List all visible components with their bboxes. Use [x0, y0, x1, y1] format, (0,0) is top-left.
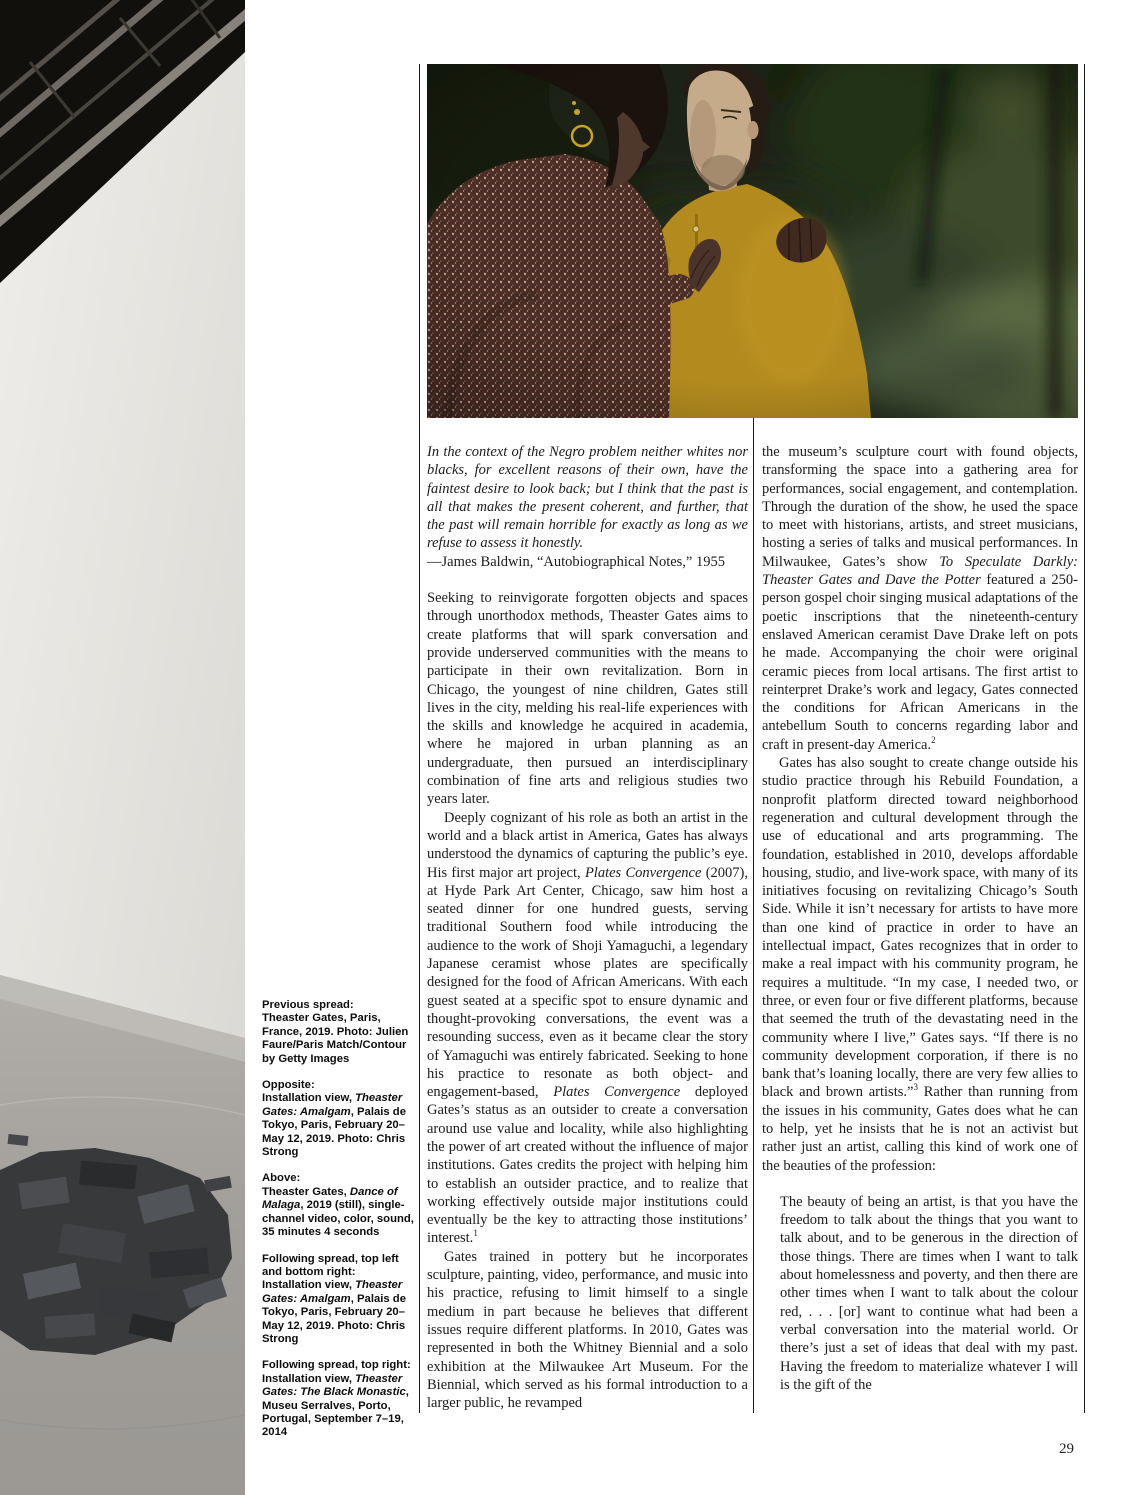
- caption-heading: Following spread, top right:: [262, 1359, 411, 1372]
- dance-of-malaga-still-photo: [427, 64, 1078, 418]
- article-column-right: [762, 443, 1078, 1413]
- block-quote: The beauty of being an artist, is that you have the freedom to talk about the things that you want to talk about, and to be generous in the direction of those things. There are times when I want to talk about homelessness and poverty, and then there are other times when I want to talk about the colour red, . . . [or] want to continue what had been a verbal conversation into the material world. Or there’s just a set of ideas that deal with my past. Having the freedom to materialize whatever I will is the gift of the: [780, 1193, 1078, 1393]
- caption-block: Above: Theaster Gates, Dance of Malaga, 2019 (still), single-channel video, color, sound, 35 minutes 4 seconds: [262, 1172, 414, 1239]
- caption-heading: Following spread, top left and bottom right:: [262, 1252, 399, 1278]
- article-paragraph: Gates trained in pottery but he incorporates sculpture, painting, video, performance, and music into his practice, refusing to limit himself to a single medium in part because he believes that different issues require different platforms. In 2010, Gates was represented in both the Whitney Biennial and a solo exhibition at the Milwaukee Art Museum. For the Biennial, which served as his formal introduction to a larger public, he revamped: [427, 1248, 748, 1412]
- article-paragraph: Deeply cognizant of his role as both an artist in the world and a black artist in America, Gates has always understood the dynamics of capturing the public’s eye. His first major art project, Plates Convergence (2007), at Hyde Park Art Center, Chicago, saw him host a seated dinner for one hundred guests, serving traditional Southern food while introducing the audience to the work of Shoji Yamaguchi, a legendary Japanese ceramist whose plates are specifically designed for the food of African Americans. With each guest seated at a specific spot to ensure dynamic and thought-provoking conversations, the event was a resounding success, even as it became clear the story of Yamaguchi was entirely fabricated. Seeking to hone his practice to resonate as both object- and engagement-based, Plates Convergence deployed Gates’s status as an outsider to create a conversation around use value and locality, while also highlighting the power of art created without the influence of major institutions. Gates credits the project with helping him to establish an outsider practice, and to realize that working effectively outside major institutions could eventually be the key to attracting those institutions’ interest.$^1$: [427, 809, 748, 1247]
- article-body-left: [427, 589, 748, 1412]
- dance-of-malaga-still-art: [427, 64, 1078, 418]
- article-paragraph: the museum’s sculpture court with found objects, transforming the space into a gathering area for performances, social engagement, and contemplation. Through the duration of the show, he used the space to meet with historians, artists, and street musicians, hosting a series of talks and musical performances. In Milwaukee, Gates’s show To Speculate Darkly: Theaster Gates and Dave the Potter featured a 250-person gospel choir singing musical adaptations of the poetic inscriptions that the nineteenth-century enslaved American ceramist Dave Drake left on pots he made. Accompanying the choir were original ceramic pieces from local artisans. The first artist to reinterpret Drake’s work and legacy, Gates connected the conditions for African Americans in the antebellum South to concerns regarding labor and craft in present-day America.$^2$: [762, 444, 1079, 753]
- caption-heading: Opposite:: [262, 1079, 315, 1092]
- article-paragraph: Gates has also sought to create change outside his studio practice through his Rebuild Foundation, a nonprofit platform directed toward neighborhood regeneration and cultural development through the use of educational and arts programming. The foundation, established in 2010, develops affordable housing, studio, and live-work space, with many of its initiatives focusing on revitalizing Chicago’s South Side. While it isn’t necessary for artists to have more than one kind of practice in order to have an intellectual impact, Gates recognizes that in order to make a real impact with his community program, he requires a multitude. “In my case, I needed two, or three, or even four or five different platforms, because that seemed the truth of the devastating need in the community where I live,” Gates says. “If there is no community development corporation, if there is no bank that’s loaning locally, there are very few allies to black and brown artists.”$^3$ Rather than running from the issues in his community, Gates does what he can to help, yet he insists that he is not an activist but rather just an artist, calling this kind of work one of the beauties of the profession:: [762, 755, 1078, 1174]
- epigraph-attribution: —James Baldwin, “Autobiographical Notes,” 1955: [427, 553, 725, 570]
- caption-block: Following spread, top left and bottom right: Installation view, Theaster Gates: Amalgam, Palais de Tokyo, Paris, February 20–May 12, 2019. Photo: Chris Strong: [262, 1252, 406, 1345]
- installation-photo-gallery: [0, 0, 245, 1495]
- caption-block: Following spread, top right: Installation view, Theaster Gates: The Black Monastic, Museu Serralves, Porto, Portugal, September 7–19, 2014: [262, 1359, 411, 1439]
- caption-block: Opposite: Installation view, Theaster Gates: Amalgam, Palais de Tokyo, Paris, February 20–May 12, 2019. Photo: Chris Strong: [262, 1079, 406, 1159]
- vertical-rule-left: [419, 64, 420, 1413]
- epigraph-quote: [427, 443, 748, 571]
- vertical-rule-right: [1084, 64, 1085, 1413]
- article-paragraph: Seeking to reinvigorate forgotten objects and spaces through unorthodox methods, Theaster Gates aims to create platforms that will spark conversation and provide underserved communities with the means to participate in their own revitalization. Born in Chicago, the youngest of nine children, Gates still lives in the city, melding his real-life experiences with the skills and knowledge he acquired in academia, where he majored in urban planning as an undergraduate, then pursued an interdisciplinary combination of fine arts and religious studies two years later.: [427, 590, 748, 808]
- article-column-left: [427, 443, 748, 1413]
- caption-heading: Previous spread:: [262, 999, 354, 1011]
- epigraph-text: In the context of the Negro problem neither whites nor blacks, for excellent reasons of their own, have the faintest desire to look back; but I think that the past is all that makes the present coherent, and further, that the past will remain horrible for exactly as long as we refuse to assess it honestly.: [427, 444, 748, 552]
- caption-heading: Above:: [262, 1172, 301, 1185]
- caption-column: [262, 999, 416, 1453]
- page-number: 29: [1059, 1441, 1074, 1457]
- installation-photo-art: [0, 0, 245, 1495]
- caption-block: Previous spread: Theaster Gates, Paris, France, 2019. Photo: Julien Faure/Paris Match/Contour by Getty Images: [262, 999, 409, 1065]
